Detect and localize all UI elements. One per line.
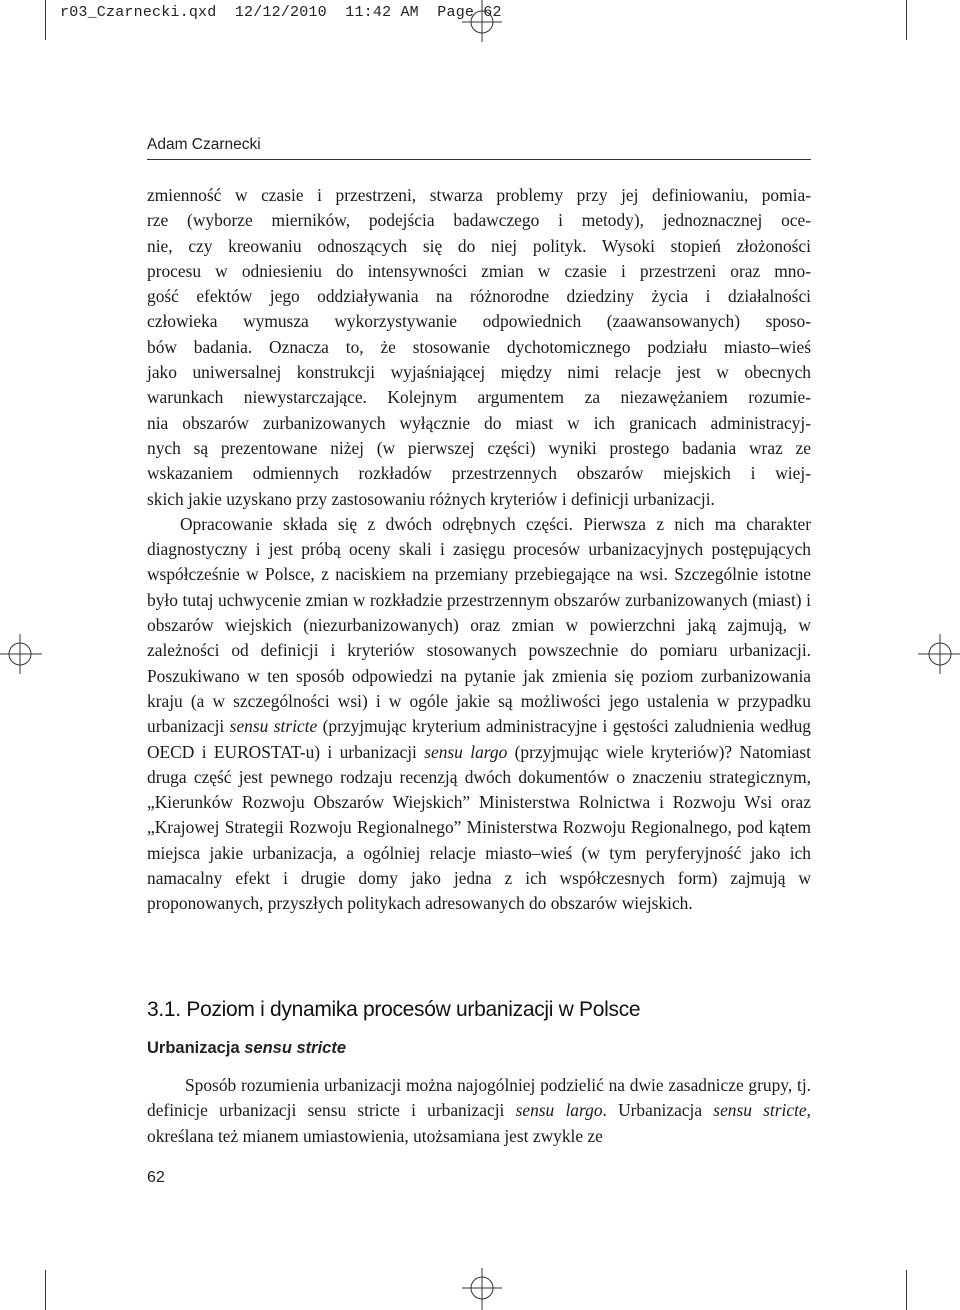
term-sensu-stricte: sensu stricte — [229, 716, 318, 737]
text-line: nych są prezentowane niżej (w pierwszej części) wyniki prostego badania wraz ze — [147, 437, 811, 458]
body-text — [147, 183, 811, 917]
text-line: wskazaniem odmiennych rozkładów przestrzennych obszarów miejskich i wiej- — [147, 463, 811, 484]
slug-filename: r03_Czarnecki.qxd — [60, 4, 217, 21]
slug-date: 12/12/2010 — [234, 4, 327, 21]
term-sensu-stricte: sensu stricte — [713, 1100, 807, 1121]
paragraph-3-text: Sposób rozumienia urbanizacji można najogólniej podzielić na dwie zasadnicze grupy, tj. definicje urbanizacji sensu stricte i urbanizacji — [147, 1075, 811, 1121]
paragraph-3-text: . Urbanizacja — [602, 1100, 714, 1121]
paragraph-2-text: (przyjmując kryterium administracyjne i gęstości zaludnienia według OECD i EUROSTAT-u) i urbanizacji — [147, 716, 811, 762]
paragraph-2-text: Opracowanie składa się z dwóch odrębnych części. Pierwsza z nich ma charakter diagnostyczny i jest próbą oceny skali i zasięgu procesów urbanizacyjnych postępujących współcześnie w Polsce, z naciskiem na przemiany przebiegające na wsi. Szczególnie istotne było tutaj uchwycenie zmian w rozkładzie przestrzennym obszarów zurbanizowanych (miast) i obszarów wiejskich (niezurbanizowanych) oraz zmian w powierzchni jaką zajmują, w zależności od definicji i kryteriów stosowanych powszechnie do pomiaru urbanizacji. Poszukiwano w ten sposób odpowiedzi na pytanie jak zmienia się poziom zurbanizowania kraju (a w szczególności wsi) i w ogóle jakie są możliwości jego ustalenia w przypadku urbanizacji — [147, 513, 811, 737]
text-line: człowieka wymusza wykorzystywanie odpowiednich (zaawansowanych) sposo- — [147, 311, 811, 332]
sub-heading — [147, 1039, 346, 1058]
registration-mark-right — [918, 634, 960, 674]
registration-mark-top — [462, 0, 502, 42]
text-line: nia obszarów zurbanizowanych wyłącznie do miast w ich granicach administracyj- — [147, 412, 811, 433]
text-line: nie, czy kreowaniu odnoszących się do niej polityk. Wysoki stopień złożoności — [147, 235, 811, 256]
print-slug — [60, 4, 502, 21]
running-head-author: Adam Czarnecki — [147, 136, 261, 153]
text-line: jako uniwersalnej konstrukcji wyjaśniającej między nimi relacje jest w obecnych — [147, 362, 811, 383]
crop-mark-bottom-left — [45, 1270, 46, 1310]
section-heading: 3.1. Poziom i dynamika procesów urbanizacji w Polsce — [147, 998, 641, 1021]
text-line: rze (wyborze mierników, podejścia badawczego i metody), jednoznacznej oce- — [147, 210, 811, 231]
term-sensu-largo: sensu largo — [424, 741, 508, 762]
text-line: gość efektów jego oddziaływania na różnorodne dziedziny życia i działalności — [147, 286, 811, 307]
slug-page: Page 62 — [437, 4, 502, 21]
crop-mark-top-left — [45, 0, 46, 40]
paragraph-3 — [147, 1073, 811, 1149]
registration-mark-bottom — [462, 1268, 502, 1310]
paragraph-3-text: , określana też mianem umiastowienia, utożsamiana jest zwykle ze — [147, 1100, 811, 1146]
header-rule — [147, 159, 811, 160]
text-line: bów badania. Oznacza to, że stosowanie dychotomicznego podziału miasto–wieś — [147, 336, 811, 357]
paragraph-2 — [147, 512, 811, 917]
sub-heading-term: sensu stricte — [244, 1039, 347, 1057]
paragraph-2-text: (przyjmując wiele kryteriów)? Natomiast druga część jest pewnego rodzaju recenzją dwóch dokumentów o znaczeniu strategicznym, „Kierunków Rozwoju Obszarów Wiejskich” Ministerstwa Rolnictwa i Rozwoju Wsi oraz „Krajowej Strategii Rozwoju Regionalnego” Ministerstwa Rozwoju Regionalnego, pod kątem miejsca jakie urbanizacja, a ogólniej relacje miasto–wieś (w tym peryferyjność jako ich namacalny efekt i drugie domy jako jedna z ich współczesnych form) zajmują w proponowanych, przyszłych politykach adresowanych do obszarów wiejskich. — [147, 741, 811, 914]
text-line: warunkach niewystarczające. Kolejnym argumentem za niezawężaniem rozumie- — [147, 387, 811, 408]
crop-mark-top-right — [906, 0, 907, 40]
text-line: procesu w odniesieniu do intensywności zmian w czasie i przestrzeni oraz mno- — [147, 260, 811, 281]
slug-time: 11:42 AM — [345, 4, 419, 21]
term-sensu-largo: sensu largo — [515, 1100, 603, 1121]
page-number: 62 — [147, 1169, 165, 1186]
paragraph-1 — [147, 183, 811, 512]
text-line: zmienność w czasie i przestrzeni, stwarza problemy przy jej definiowaniu, pomia- — [147, 185, 811, 205]
text-line: skich jakie uzyskano przy zastosowaniu różnych kryteriów i definicji urbanizacji. — [147, 488, 715, 509]
sub-heading-text: Urbanizacja — [147, 1039, 245, 1057]
crop-mark-bottom-right — [906, 1270, 907, 1310]
registration-mark-left — [0, 634, 42, 674]
